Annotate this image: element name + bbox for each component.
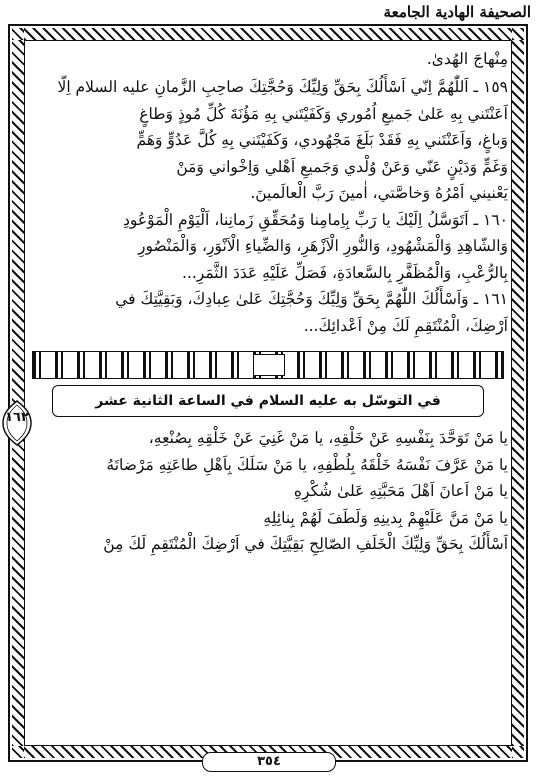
page-content [28, 44, 508, 744]
section-line: يا مَنْ تَوَحَّدَ بِنَفْسِهِ عَنْ خَلْقِهِ، يا مَنْ غَنِيَ عَنْ خَلْقِهِ بِصُنْعِهِ، [148, 429, 508, 447]
section-line: اَسْأَلُكَ بِحَقِّ وَلِيِّكَ الْخَلَفِ الصّالِحِ بَقِيَّتِكَ في اَرْضِكَ الْمُنْتَقِمِ لَكَ مِنْ [103, 535, 508, 553]
body-line: ١٦٠ ـ اَتَوَسَّلُ اِلَيْكَ يا رَبِّ بِاِمامِنا وَمُحَقِّقِ زَمانِنا، اَلْيَوْمِ الْمَوْعُودِ [122, 210, 508, 229]
page-number-box [202, 752, 336, 772]
body-line: ١٥٩ ـ اَللّٰهُمَّ اِنّي اَسْأَلُكَ بِحَقِّ وَلِيِّكَ وَحُجَّتِكَ صاحِبِ الزَّمانِ عليه السلام اِلّا [57, 78, 508, 96]
section-title-box [52, 385, 484, 417]
side-ornament [2, 400, 32, 446]
body-line: اَرْضِكَ، الْمُنْتَقِمِ لَكَ مِنْ اَعْدائِكَ... [303, 316, 508, 335]
page-number: ٣٥٤ [257, 754, 281, 769]
section-line: يا مَنْ مَنَّ عَلَيْهِمْ بِدينِهِ وَلَطَفَ لَهُمْ بِنائِلِهِ [263, 508, 508, 527]
section-line: يا مَنْ اَعانَ اَهْلَ مَحَبَّتِهِ عَلىٰ شُكْرِهِ [293, 482, 508, 500]
body-line: وَغَمٍّ وَدَيْنٍ عَنّي وَعَنْ وُلْدي وَجَميعِ اَهْلي وَاِخْواني وَمَنْ [176, 157, 508, 176]
body-line: يَعْنيني اَمْرُهُ وَخاصَّتي، اٰمينَ رَبَّ الْعالَمينَ. [250, 184, 508, 202]
side-page-number: ١٦٢ [5, 410, 29, 425]
ornamental-divider-band [32, 351, 504, 379]
body-line: ١٦١ ـ وَاَسْأَلُكَ اللّٰهُمَّ بِحَقِّ وَلِيِّكَ وَحُجَّتِكَ عَلىٰ عِبادِكَ، وَبَقِيَّتِكَ في [115, 290, 508, 308]
band-center-ornament [253, 354, 285, 376]
section-title: في التوسّل به عليه السلام في الساعة الثانية عشر [95, 393, 441, 409]
body-line: مِنْهاجَ الهُدىٰ. [426, 50, 508, 68]
section-line: يا مَنْ عَرَّفَ نَفْسَهُ خَلْقَهُ بِلُطْفِهِ، يا مَنْ سَلَكَ بِاَهْلِ طاعَتِهِ مَرْضاتَهُ [106, 455, 508, 474]
header-title: الصحيفة الهادية الجامعة [383, 3, 531, 21]
body-line: وَالشّاهِدِ وَالْمَشْهُودِ، وَالنُّورِ الْاَزْهَرِ، وَالضِّياءِ الْاَنْوَرِ، وَالْمَنْصُورِ [137, 237, 508, 255]
body-line: اَعَنْتَني بِهِ عَلىٰ جَميعِ اُمُوري وَكَفَيْتَني بِهِ مَؤُنَةَ كُلِّ مُوذٍ وَطاغٍ [139, 104, 508, 123]
body-line: بِالرُّعْبِ، وَالْمُظَفَّرِ بِالسَّعادَةِ، فَصَلِّ عَلَيْهِ عَدَدَ الثَّمَرِ... [182, 263, 508, 282]
body-line: وَباغٍ، وَاَعَنْتَني بِهِ فَقَدْ بَلَغَ مَجْهُودي، وَكَفَيْتَني بِهِ كُلَّ عَدُوٍّ وَهَمٍّ [136, 131, 508, 149]
